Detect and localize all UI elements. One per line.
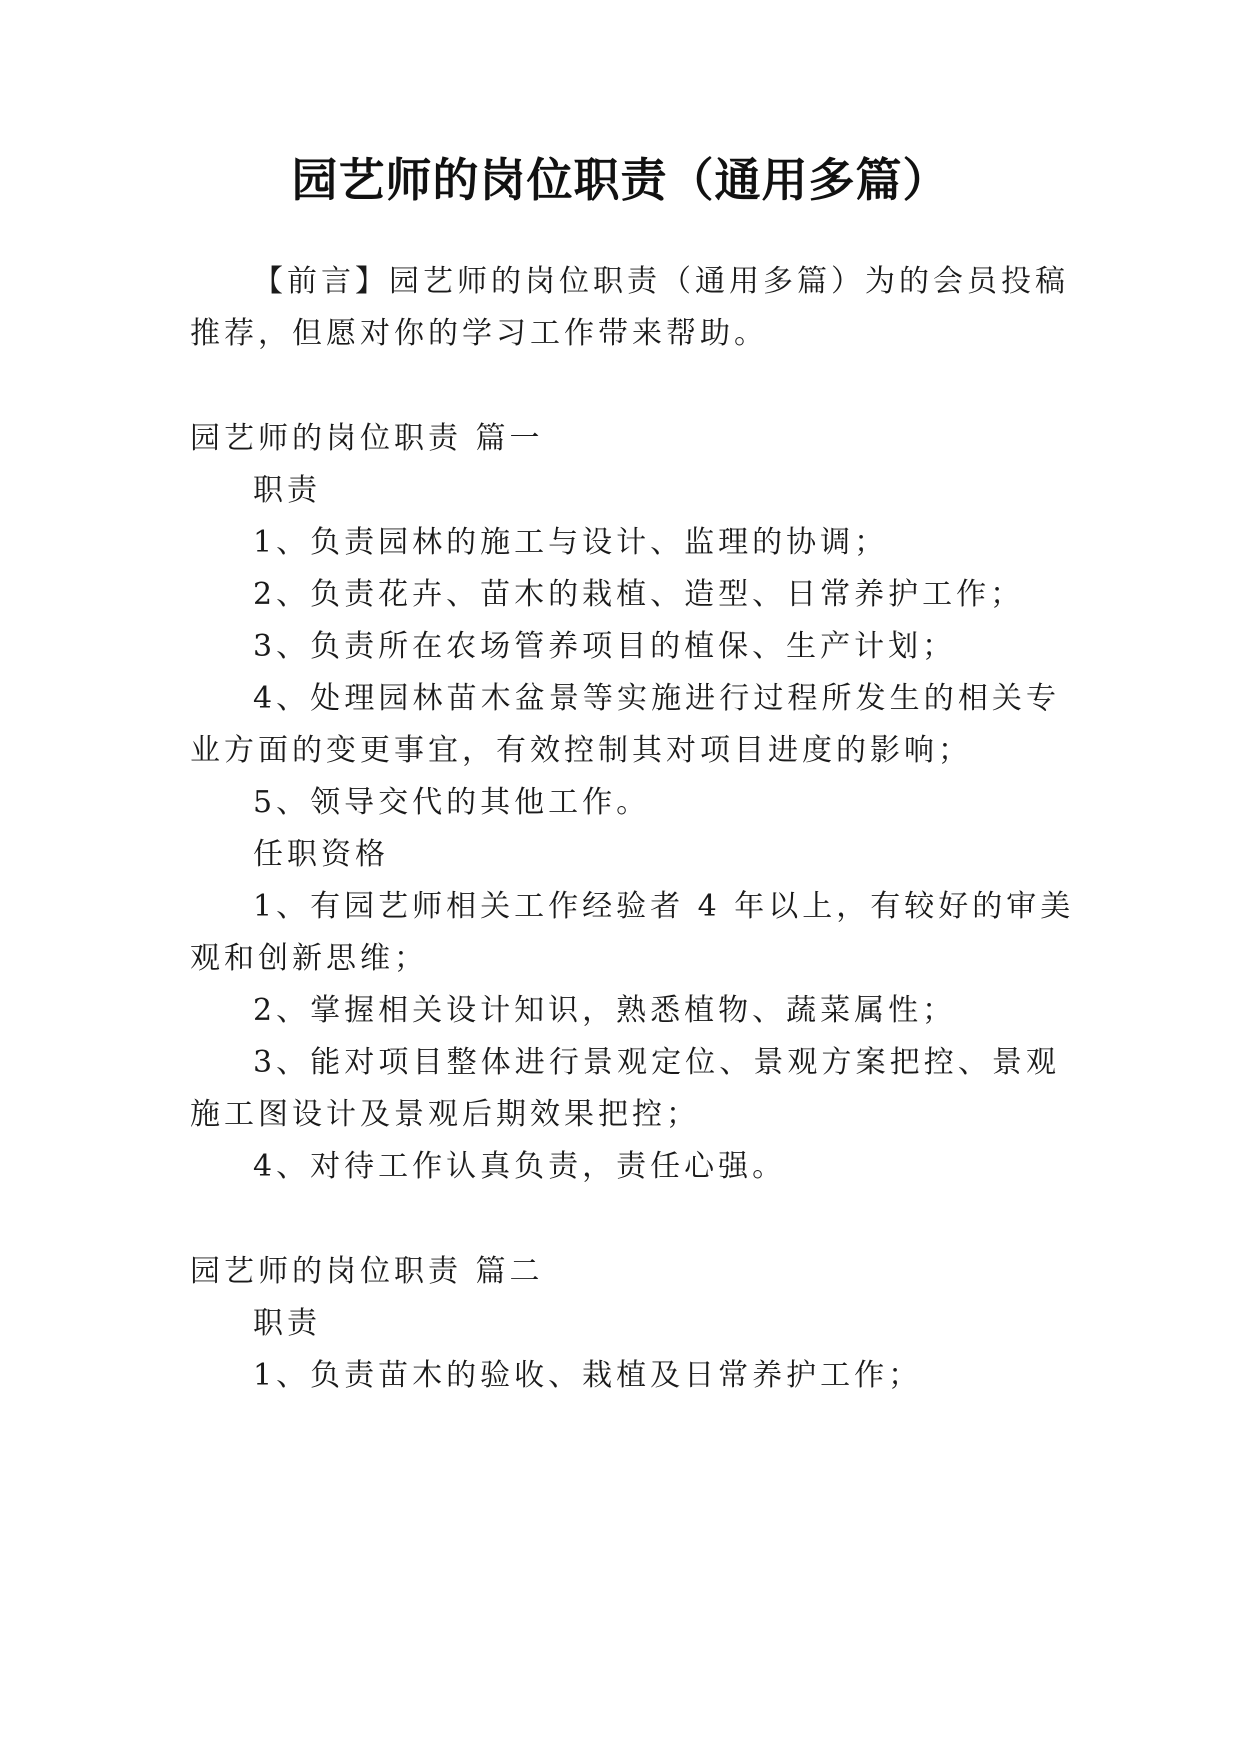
duty-item-2-1: 1、负责苗木的验收、栽植及日常养护工作； [253,1358,923,1393]
preface-line-1: 【前言】园艺师的岗位职责（通用多篇）为的会员投稿 [253,264,1069,299]
duty-item-4-line-2: 业方面的变更事宜，有效控制其对项目进度的影响； [190,733,972,768]
section-heading-1: 园艺师的岗位职责 篇一 [190,421,544,456]
qualification-item-3-line-1: 3、能对项目整体进行景观定位、景观方案把控、景观 [253,1045,1060,1080]
duties-label-2: 职责 [253,1306,321,1341]
qualification-item-2: 2、掌握相关设计知识，熟悉植物、蔬菜属性； [253,993,957,1028]
qualifications-label: 任职资格 [253,837,389,872]
section-heading-2: 园艺师的岗位职责 篇二 [190,1254,544,1289]
qualification-item-3-line-2: 施工图设计及景观后期效果把控； [190,1097,700,1132]
duties-label-1: 职责 [253,473,321,508]
duty-item-4-line-1: 4、处理园林苗木盆景等实施进行过程所发生的相关专 [253,681,1060,716]
qualification-item-4: 4、对待工作认真负责，责任心强。 [253,1149,787,1184]
preface-line-2: 推荐，但愿对你的学习工作带来帮助。 [190,316,768,351]
duty-item-3: 3、负责所在农场管养项目的植保、生产计划； [253,629,957,664]
duty-item-5: 5、领导交代的其他工作。 [253,785,651,820]
document-title: 园艺师的岗位职责（通用多篇） [291,153,950,207]
duty-item-1: 1、负责园林的施工与设计、监理的协调； [253,525,889,560]
qualification-item-1-line-2: 观和创新思维； [190,941,428,976]
qualification-item-1-line-1: 1、有园艺师相关工作经验者 4 年以上，有较好的审美 [253,889,1075,924]
duty-item-2: 2、负责花卉、苗木的栽植、造型、日常养护工作； [253,577,1025,612]
